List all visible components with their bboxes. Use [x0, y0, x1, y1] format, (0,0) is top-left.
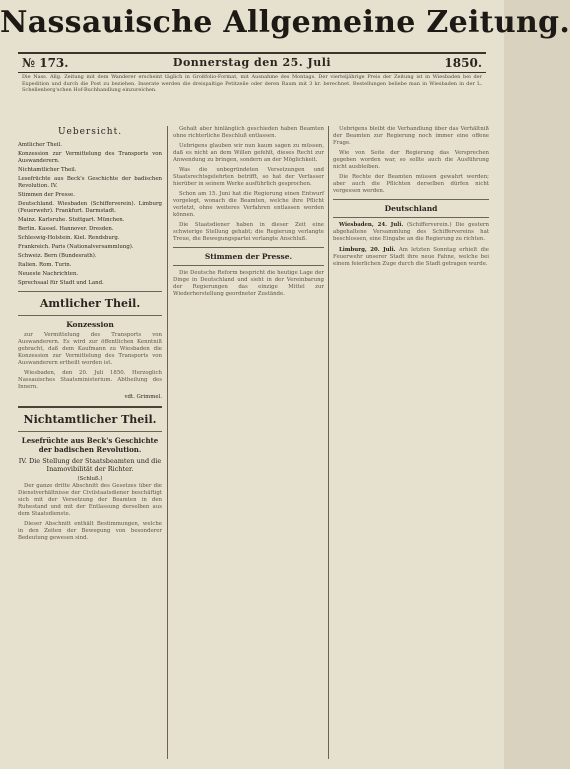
toc-entry: Neueste Nachrichten.: [18, 271, 79, 277]
article-title: Lesefrüchte aus Beck's Geschichte der badischen Revolution.: [21, 436, 159, 454]
article-paragraph: Die Deutsche Reform bespricht die heutige Lage der Dinge in Deutschland und sieht in der Vereinbarung der Regierungen das einzige Mittel zur Wiederherstellung geordneter Zustände.: [173, 270, 324, 297]
newspaper-masthead: Nassauische Allgemeine Zeitung.: [0, 5, 570, 40]
issue-date: Donnerstag den 25. Juli: [172, 56, 332, 69]
article-paragraph: Die Rechte der Beamten müssen gewahrt werden; aber auch die Pflichten derselben dürfen nicht vergessen werden.: [333, 174, 489, 194]
official-section-heading: Amtlicher Theil.: [39, 297, 141, 310]
issue-dateline: [18, 52, 486, 73]
concession-signature: vdt. Grimmel.: [124, 394, 162, 400]
dateline-limburg: Limburg, 20. Juli.: [339, 247, 396, 253]
news-entry-wiesbaden: [333, 222, 489, 243]
column-rule: [167, 126, 168, 759]
toc-entry: Sprechsaal für Stadt und Land.: [18, 280, 104, 286]
issue-year: 1850.: [444, 56, 482, 70]
article-paragraph: Die Staatsdiener haben in dieser Zeit eine schwierige Stellung gehabt; die Regierung verlangte Treue, die Bewegungspartei verlangte Anschluß.: [173, 222, 324, 242]
column-rule: [328, 126, 329, 759]
article-paragraph: Schon am 15. Juni hat die Regierung einen Entwurf vorgelegt, wonach die Beamten, welche ihre Pflicht verletzt, ohne weiteres Verfahren entlassen werden können.: [173, 191, 324, 218]
concession-text: Wiesbaden, den 20. Juli 1850. Herzoglich Nassauisches Staatsministerium. Abtheilung des Innern.: [18, 370, 162, 390]
subscription-notice-text: Die Nass. Allg. Zeitung mit dem Wanderer erscheint täglich in Großfolio-Format, mit Ausnahme des Montags. Der vierteljährige Preis der Zeitung ist in Wiesbaden bei der Expedition und durch die Post zu beziehen. Inserate werden die dreispaltige Petitzeile oder deren Raum mit 3 kr. berechnet. Bestellungen beliebe man in Wiesbaden in der L. Schellenberg'schen Hof-Buchhandlung einzureichen.: [22, 74, 482, 93]
toc-entry: Schweiz. Bern (Bundesrath).: [18, 253, 97, 259]
toc-entry: Nichtamtlicher Theil.: [18, 167, 77, 173]
toc-entry: Italien. Rom. Turin.: [18, 262, 72, 268]
subscription-notice: [22, 74, 482, 114]
table-of-contents: [18, 142, 162, 287]
column-middle: [173, 126, 324, 763]
article-paragraph: Wie von Seite der Regierung das Versprechen gegeben worden war, so sollte auch die Ausführung nicht ausbleiben.: [333, 150, 489, 170]
toc-entry: Deutschland. Wiesbaden (Schifferverein). Limburg (Feuerwehr). Frankfurt. Darmstadt.: [18, 201, 162, 214]
concession-heading: Konzession: [66, 320, 114, 329]
dateline-wiesbaden: Wiesbaden, 24. Juli.: [339, 222, 404, 228]
toc-entry: Frankreich. Paris (Nationalversammlung).: [18, 244, 134, 250]
news-entry-text: Am letzten Sonntag erhielt die Feuerwehr unserer Stadt ihre neue Fahne, welche bei einem feierlichen Zuge durch die Stadt getragen wurde.: [333, 247, 490, 267]
article-paragraph: Gehalt aber hinlänglich geschieden haben Beamten ohne richterliche Beschluß entlassen.: [173, 126, 324, 139]
article-continuation: (Schluß.): [77, 476, 103, 482]
news-entry-limburg: [333, 247, 489, 268]
toc-entry: Schleswig-Holstein. Kiel. Rendsburg.: [18, 235, 120, 241]
germany-section-heading: Deutschland: [384, 204, 438, 213]
article-paragraph: Uebrigens glauben wir nun kaum sagen zu müssen, daß es nicht an dem Willen gefehlt, dieses Recht zur Anwendung zu bringen, sondern an der Möglichkeit.: [173, 143, 324, 163]
toc-entry: Lesefrüchte aus Beck's Geschichte der badischen Revolution. IV.: [18, 176, 162, 189]
article-paragraph: Was die unbegründeten Versetzungen und Staatsrechtsgelehrten betrifft, so hat der Verfasser hierüber in seinem Werke ausführlich gesprochen.: [173, 167, 324, 187]
toc-entry: Konzession zur Vermittelung des Transports von Auswanderern.: [18, 151, 162, 164]
press-voices-heading: Stimmen der Presse.: [204, 252, 293, 261]
article-paragraph: Uebrigens bleibt die Verhandlung über das Verhältniß der Beamten zur Regierung noch immer eine offene Frage.: [333, 126, 489, 146]
unofficial-section-heading: Nichtamtlicher Theil.: [23, 413, 157, 426]
toc-entry: Amtlicher Theil.: [18, 142, 63, 148]
overview-heading: Uebersicht.: [57, 127, 123, 137]
issue-number: № 173.: [22, 56, 69, 70]
toc-entry: Mainz. Karlsruhe. Stuttgart. München.: [18, 217, 125, 223]
article-paragraph: Dieser Abschnitt enthält Bestimmungen, welche in den Zeiten der Bewegung von besonderer Bedeutung gewesen sind.: [18, 521, 162, 541]
column-left: [18, 126, 162, 763]
concession-text: zur Vermittelung des Transports von Auswanderern. Es wird zur öffentlichen Kenntniß gebracht, daß dem Kaufmann zu Wiesbaden die Konzession zur Vermittelung des Transports von Auswanderern ertheilt worden ist.: [18, 332, 162, 366]
news-entry-text: (Schifferverein.) Die gestern abgehaltene Versammlung des Schiffervereins hat beschlossen, eine Eingabe an die Regierung zu richten.: [333, 222, 489, 242]
column-right: [333, 126, 489, 763]
toc-entry: Stimmen der Presse.: [18, 192, 75, 198]
article-subtitle: IV. Die Stellung der Staatsbeamten und die Inamovibilität der Richter.: [18, 457, 162, 473]
article-paragraph: Der ganze dritte Abschnitt des Gesetzes über die Dienstverhältnisse der Civilstaatsdiener beschäftigt sich mit der Versetzung der Beamten in den Ruhestand und mit der Entlassung derselben aus dem Staatsdienste.: [18, 483, 162, 517]
toc-entry: Berlin. Kassel. Hannover. Dresden.: [18, 226, 114, 232]
